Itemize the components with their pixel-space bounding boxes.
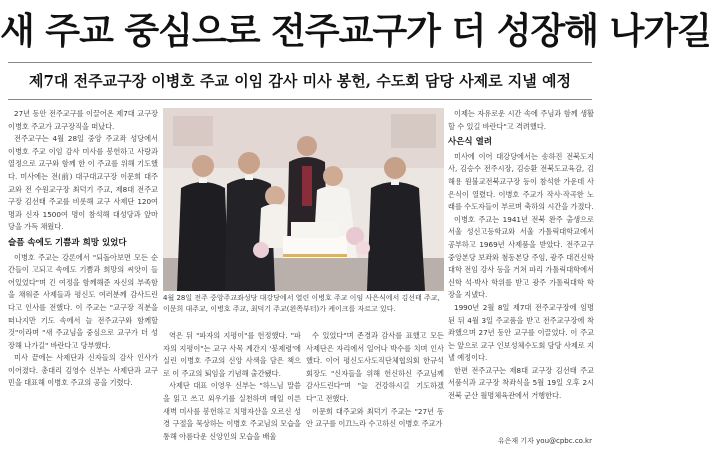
article-paragraph: 전주교구는 4월 28일 중앙 주교좌 성당에서 이병호 주교 이임 감사 미사를 봉헌하고 사랑과 열정으로 교구와 함께 한 이 주교를 위해 기도했다. 미사에는 전(前) 대구대교구장 이문희 대주교와 전 수원교구장 최덕기 주교, 제8대 전주교구장 김선태 주교를 비롯해 교구 사제단 120여 명과 신자 1500여 명이 참석해 대성당과 앞마당을 가득 채웠다.	[8, 134, 158, 232]
article-paragraph: 미사에 이어 대강당에서는 송하진 전북도지사, 김승수 전주시장, 김승환 전북도교육감, 김해용 원불교전북교구장 등이 참석한 가운데 사은식이 열렸다. 이병호 주교가 작사·작곡한 노래를 수도자들이 부르며 축하의 시간을 가졌다.	[448, 151, 594, 212]
article-paragraph: 이제는 자유로운 시간 속에 주님과 함께 생활할 수 있길 바란다"고 격려했다.	[448, 109, 594, 131]
article-bottom-left-column	[163, 330, 301, 444]
article-paragraph: 한편 전주교구는 제8대 교구장 김선태 주교 서품식과 교구장 착좌식을 5월 19일 오후 2시 전북 군산 월명체육관에서 거행한다.	[448, 365, 594, 401]
article-right-column	[448, 108, 594, 434]
section-subheading: 슬픔 속에도 기쁨과 희망 있었다	[8, 237, 127, 248]
headline-divider	[8, 62, 592, 63]
photo-caption: 4월 28일 전주 중앙주교좌성당 대강당에서 열린 이병호 주교 이임 사은식에서 김선태 주교, 이문희 대주교, 이병호 주교, 최덕기 주교(왼쪽부터)가 케이크를 자르고 있다.	[163, 294, 440, 313]
article-paragraph: 1990년 2월 8일 제7대 전주교구장에 임명된 뒤 4월 3일 주교품을 받고 전주교구장에 착좌했으며 27년 동안 교구를 이끌었다. 이 주교는 앞으로 교구 인보성체수도회 담당 사제로 지낼 예정이다.	[448, 302, 594, 363]
headline: 새 주교 중심으로 전주교구가 더 성장해 나가길	[0, 11, 711, 52]
reporter-byline: 유은재 기자 you@cpbc.co.kr	[497, 437, 592, 445]
article-paragraph: 이문희 대주교와 최덕기 주교는 "27년 동안 교구를 이끄느라 수고하신 이병호 주교가	[306, 406, 444, 429]
bishops-cake-cutting-photo	[163, 108, 444, 291]
article-bottom-middle-column	[306, 330, 444, 444]
article-left-column	[8, 108, 158, 444]
subheadline-divider	[8, 99, 592, 100]
subheadline: 제7대 전주교구장 이병호 주교 이임 감사 미사 봉헌, 수도회 담당 사제로 지낼 예정	[28, 72, 571, 90]
article-paragraph: 이병호 주교는 1941년 전북 완주 출생으로 서울 성신고등학교와 서울 가톨릭대학교에서 공부하고 1969년 사제품을 받았다. 전주교구 중앙본당 보좌와 첨동본당 주임, 광주 대건신학대학 전임 강사 등을 거쳐 파리 가톨릭대학에서 신학 석·박사 학위를 받고 광주 가톨릭대학 학장을 지냈다.	[448, 214, 594, 300]
article-paragraph: 이병호 주교는 강론에서 "되돌아보면 모든 순간들이 고되고 속에도 기쁨과 희망의 씨앗이 들어있었다"며 긴 여정을 함께해준 자신의 부족함을 채워준 사제들과 평신도 여러분께 감사드린다고 인사를 전했다. 이 주교는 "교구장 직분을 떠나지만 기도 속에서 늘 전주교구와 함께할 것"이라며 "새 주교님을 중심으로 교구가 더 성장해 나가길" 바란다고 당부했다.	[8, 252, 158, 350]
section-subheading: 사은식 열려	[448, 137, 493, 148]
article-photo	[163, 108, 444, 291]
article-paragraph: 미사 끝에는 사제단과 신자들의 감사 인사가 이어졌다. 총대리 김영수 신부는 사제단과 교구민을 대표해 이병호 주교의 공을 기렸다.	[8, 353, 158, 388]
article-paragraph: 수 있었다"며 존경과 감사를 표했고 모든 사제단은 자리에서 일어나 박수를 치며 인사했다. 이어 평신도사도직단체협의회 한규석 회장도 "신자들을 위해 헌신하신 주교님께 감사드린다"며 "늘 건강하시길 기도하겠다"고 전했다.	[306, 331, 444, 403]
article-paragraph: 역은 뒤 "파자의 지평이"를 헌정했다. "파자의 지평이"는 교구 사목 계간지 '봉제령'에 실린 이병호 주교의 신앙 사색을 담은 책으로 이 주교의 퇴임을 기념해 출간됐다.	[163, 331, 301, 378]
article-paragraph: 27년 동안 전주교구를 이끌어온 제7대 교구장 이병호 주교가 교구장직을 떠났다.	[8, 109, 158, 131]
article-paragraph: 사제단 대표 이영우 신부는 "하느님 말씀을 읽고 쓰고 외우기를 실천하며 매일 이른 새벽 미사를 봉헌하고 치명자산을 오르신 성경 구절을 묵상하는 이병호 주교님의 모습을 통해 아름다운 신앙인의 모습을 배울	[163, 381, 301, 441]
